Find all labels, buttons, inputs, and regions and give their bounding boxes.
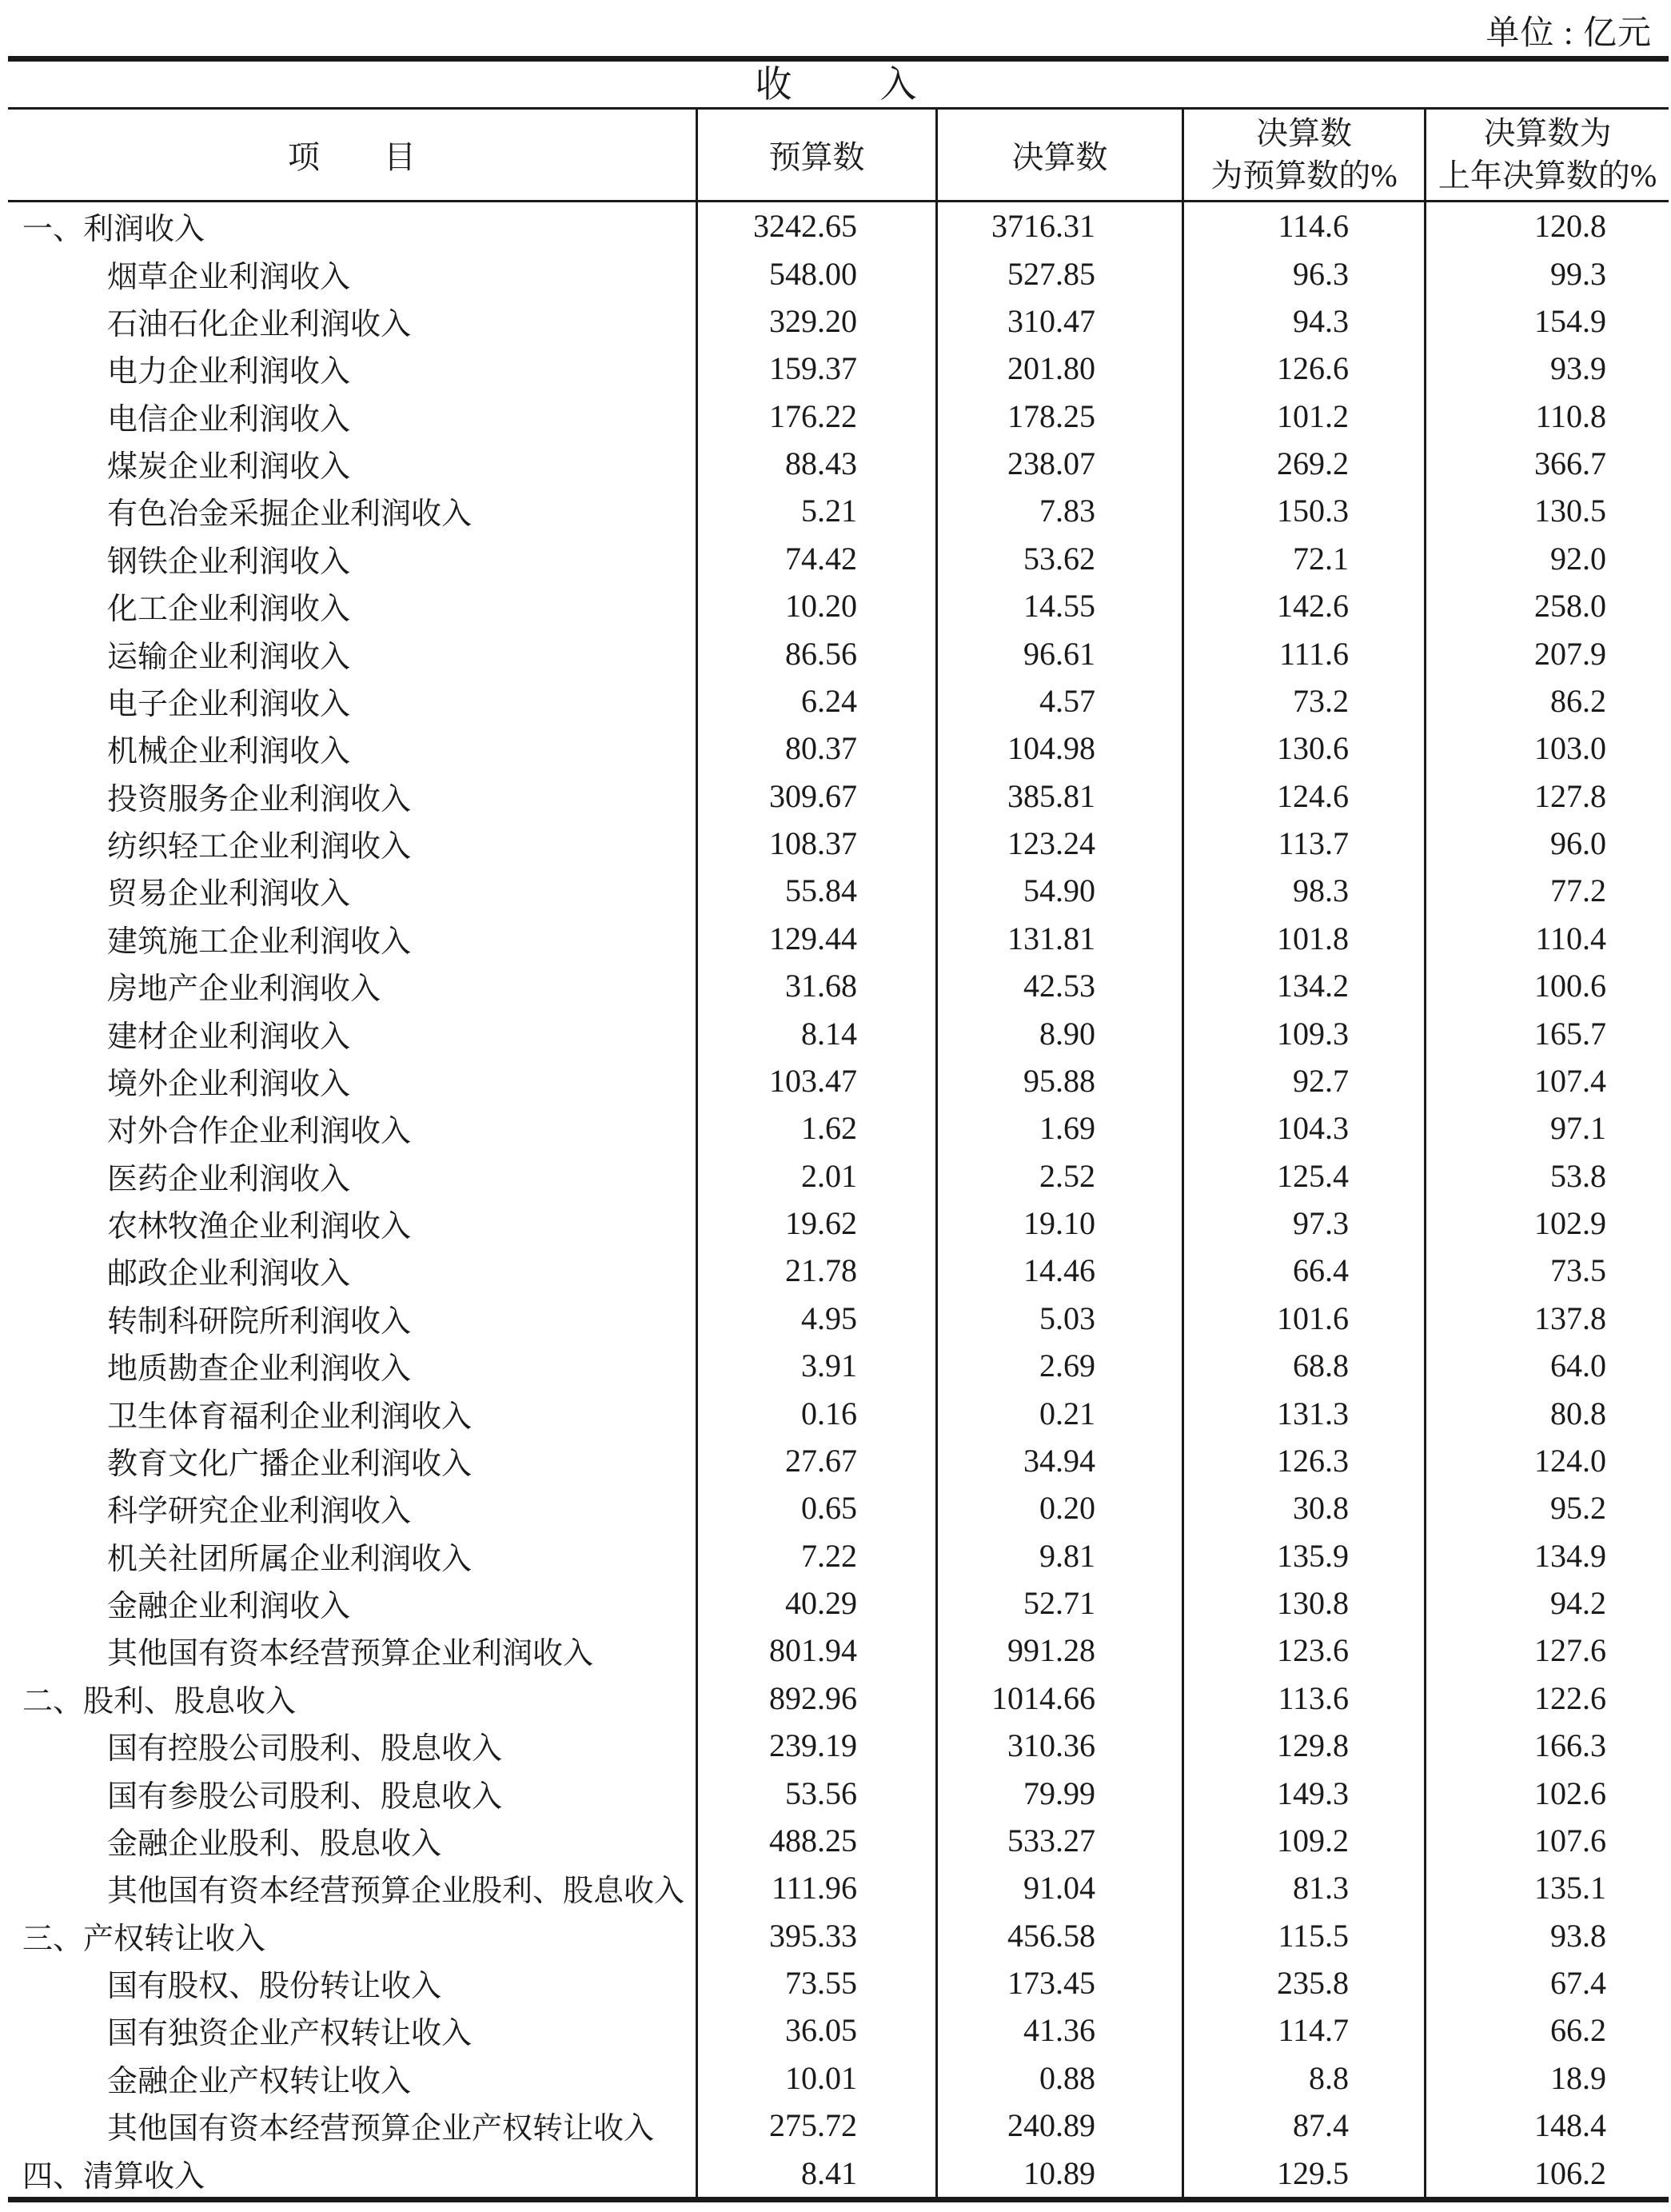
item-cell: 贸易企业利润收入	[107, 877, 351, 912]
budget-cell: 176.22	[696, 393, 935, 440]
bottom-rule	[8, 2197, 1669, 2202]
item-cell: 机关社团所属企业利润收入	[107, 1542, 473, 1576]
unit-label: 单位 : 亿元	[1486, 15, 1652, 52]
budget-cell: 73.55	[696, 1959, 935, 2006]
table-row	[8, 487, 1669, 534]
table-row	[8, 1675, 1669, 1722]
item-cell: 国有独资企业产权转让收入	[107, 2017, 473, 2051]
item-cell: 机械企业利润收入	[107, 735, 351, 769]
budget-cell: 108.37	[696, 820, 935, 867]
pct-of-prev-year-cell: 53.8	[1424, 1152, 1669, 1200]
pct-of-budget-cell: 150.3	[1182, 487, 1424, 534]
final-cell: 240.89	[935, 2102, 1182, 2149]
pct-of-prev-year-cell: 124.0	[1424, 1437, 1669, 1484]
budget-cell: 53.56	[696, 1769, 935, 1816]
item-cell: 金融企业利润收入	[107, 1590, 351, 1624]
pct-of-prev-year-cell: 80.8	[1424, 1389, 1669, 1436]
pct-of-budget-cell: 81.3	[1182, 1864, 1424, 1911]
pct-of-prev-year-cell: 148.4	[1424, 2102, 1669, 2149]
item-cell: 国有股权、股份转让收入	[107, 1970, 442, 2004]
pct-of-budget-cell: 113.7	[1182, 820, 1424, 867]
table-row	[8, 1247, 1669, 1294]
budget-cell: 36.05	[696, 2006, 935, 2054]
pct-of-prev-year-cell: 135.1	[1424, 1864, 1669, 1911]
table-row	[8, 1579, 1669, 1627]
pct-of-budget-cell: 113.6	[1182, 1675, 1424, 1722]
item-cell: 卫生体育福利企业利润收入	[107, 1399, 473, 1434]
budget-cell: 3.91	[696, 1342, 935, 1389]
final-cell: 5.03	[935, 1295, 1182, 1342]
final-cell: 201.80	[935, 345, 1182, 392]
budget-cell: 1.62	[696, 1104, 935, 1152]
final-cell: 8.90	[935, 1009, 1182, 1056]
pct-of-prev-year-cell: 77.2	[1424, 867, 1669, 914]
pct-of-prev-year-cell: 154.9	[1424, 297, 1669, 345]
table-row	[8, 250, 1669, 297]
pct-of-prev-year-cell: 99.3	[1424, 250, 1669, 297]
table-row	[8, 1484, 1669, 1531]
pct-of-prev-year-cell: 366.7	[1424, 440, 1669, 487]
top-rule	[8, 56, 1669, 62]
table-row	[8, 1104, 1669, 1152]
pct-of-prev-year-cell: 166.3	[1424, 1722, 1669, 1769]
budget-cell: 80.37	[696, 725, 935, 772]
budget-cell: 2.01	[696, 1152, 935, 1200]
budget-cell: 0.65	[696, 1484, 935, 1531]
budget-cell: 801.94	[696, 1627, 935, 1674]
item-cell: 其他国有资本经营预算企业利润收入	[107, 1637, 594, 1671]
pct-of-budget-cell: 30.8	[1182, 1484, 1424, 1531]
pct-of-budget-cell: 104.3	[1182, 1104, 1424, 1152]
table-header	[8, 110, 1669, 202]
budget-cell: 309.67	[696, 773, 935, 820]
item-cell: 纺织轻工企业利润收入	[107, 830, 412, 864]
budget-cell: 27.67	[696, 1437, 935, 1484]
pct-of-prev-year-cell: 106.2	[1424, 2149, 1669, 2196]
item-cell: 建筑施工企业利润收入	[107, 924, 412, 959]
final-cell: 2.69	[935, 1342, 1182, 1389]
table-row	[8, 962, 1669, 1009]
table-row	[8, 1009, 1669, 1056]
budget-cell: 88.43	[696, 440, 935, 487]
pct-of-budget-cell: 94.3	[1182, 297, 1424, 345]
budget-cell: 40.29	[696, 1579, 935, 1627]
final-cell: 10.89	[935, 2149, 1182, 2196]
table-row	[8, 297, 1669, 345]
col-header-pct-of-prev-year-line2: 上年决算数的%	[1438, 157, 1657, 194]
item-cell: 转制科研院所利润收入	[107, 1304, 412, 1339]
table-row	[8, 202, 1669, 250]
final-cell: 14.55	[935, 582, 1182, 629]
budget-cell: 5.21	[696, 487, 935, 534]
pct-of-budget-cell: 124.6	[1182, 773, 1424, 820]
pct-of-prev-year-cell: 94.2	[1424, 1579, 1669, 1627]
item-cell: 运输企业利润收入	[107, 640, 351, 674]
final-cell: 527.85	[935, 250, 1182, 297]
item-cell: 医药企业利润收入	[107, 1162, 351, 1196]
pct-of-budget-cell: 109.2	[1182, 1817, 1424, 1864]
pct-of-prev-year-cell: 66.2	[1424, 2006, 1669, 2054]
pct-of-budget-cell: 129.5	[1182, 2149, 1424, 2196]
final-cell: 991.28	[935, 1627, 1182, 1674]
item-cell: 四、清算收入	[22, 2159, 205, 2194]
table-row	[8, 1295, 1669, 1342]
final-cell: 131.81	[935, 915, 1182, 962]
pct-of-budget-cell: 101.8	[1182, 915, 1424, 962]
pct-of-prev-year-cell: 100.6	[1424, 962, 1669, 1009]
final-cell: 54.90	[935, 867, 1182, 914]
item-cell: 烟草企业利润收入	[107, 260, 351, 294]
pct-of-budget-cell: 125.4	[1182, 1152, 1424, 1200]
pct-of-budget-cell: 115.5	[1182, 1912, 1424, 1959]
item-cell: 二、股利、股息收入	[22, 1684, 297, 1719]
header-row	[8, 110, 1669, 202]
item-cell: 教育文化广播企业利润收入	[107, 1447, 473, 1481]
pct-of-budget-cell: 111.6	[1182, 629, 1424, 677]
col-header-pct-of-prev-year	[1424, 110, 1669, 202]
pct-of-budget-cell: 114.7	[1182, 2006, 1424, 2054]
pct-of-budget-cell: 96.3	[1182, 250, 1424, 297]
table-row	[8, 393, 1669, 440]
table-row	[8, 1200, 1669, 1247]
pct-of-budget-cell: 73.2	[1182, 677, 1424, 725]
budget-cell: 8.14	[696, 1009, 935, 1056]
col-header-final: 决算数	[935, 110, 1182, 202]
pct-of-prev-year-cell: 97.1	[1424, 1104, 1669, 1152]
pct-of-prev-year-cell: 110.4	[1424, 915, 1669, 962]
final-cell: 1.69	[935, 1104, 1182, 1152]
col-header-pct-of-budget-line1: 决算数	[1256, 114, 1352, 151]
pct-of-prev-year-cell: 102.9	[1424, 1200, 1669, 1247]
item-cell: 有色冶金采掘企业利润收入	[107, 497, 473, 532]
item-cell: 房地产企业利润收入	[107, 972, 381, 1007]
final-cell: 0.21	[935, 1389, 1182, 1436]
pct-of-budget-cell: 68.8	[1182, 1342, 1424, 1389]
budget-cell: 6.24	[696, 677, 935, 725]
pct-of-budget-cell: 135.9	[1182, 1532, 1424, 1579]
table-row	[8, 773, 1669, 820]
pct-of-prev-year-cell: 258.0	[1424, 582, 1669, 629]
item-cell: 化工企业利润收入	[107, 593, 351, 627]
final-cell: 310.47	[935, 297, 1182, 345]
pct-of-budget-cell: 126.6	[1182, 345, 1424, 392]
income-table	[8, 110, 1669, 2197]
final-cell: 178.25	[935, 393, 1182, 440]
budget-cell: 86.56	[696, 629, 935, 677]
col-header-pct-of-budget-line2: 为预算数的%	[1210, 157, 1398, 194]
pct-of-budget-cell: 235.8	[1182, 1959, 1424, 2006]
pct-of-prev-year-cell: 93.9	[1424, 345, 1669, 392]
budget-cell: 55.84	[696, 867, 935, 914]
final-cell: 53.62	[935, 535, 1182, 582]
item-cell: 煤炭企业利润收入	[107, 450, 351, 485]
pct-of-prev-year-cell: 95.2	[1424, 1484, 1669, 1531]
final-cell: 2.52	[935, 1152, 1182, 1200]
pct-of-budget-cell: 101.6	[1182, 1295, 1424, 1342]
budget-cell: 0.16	[696, 1389, 935, 1436]
pct-of-budget-cell: 149.3	[1182, 1769, 1424, 1816]
item-cell: 国有参股公司股利、股息收入	[107, 1779, 503, 1814]
table-row	[8, 440, 1669, 487]
budget-cell: 19.62	[696, 1200, 935, 1247]
budget-cell: 239.19	[696, 1722, 935, 1769]
pct-of-prev-year-cell: 120.8	[1424, 202, 1669, 250]
table-row	[8, 1389, 1669, 1436]
pct-of-budget-cell: 109.3	[1182, 1009, 1424, 1056]
table-row	[8, 2149, 1669, 2196]
final-cell: 456.58	[935, 1912, 1182, 1959]
item-cell: 建材企业利润收入	[107, 1020, 351, 1054]
final-cell: 95.88	[935, 1057, 1182, 1104]
pct-of-prev-year-cell: 207.9	[1424, 629, 1669, 677]
pct-of-prev-year-cell: 127.6	[1424, 1627, 1669, 1674]
budget-cell: 10.01	[696, 2054, 935, 2102]
item-cell: 科学研究企业利润收入	[107, 1495, 412, 1529]
budget-cell: 4.95	[696, 1295, 935, 1342]
final-cell: 14.46	[935, 1247, 1182, 1294]
pct-of-prev-year-cell: 110.8	[1424, 393, 1669, 440]
final-cell: 1014.66	[935, 1675, 1182, 1722]
table-row	[8, 345, 1669, 392]
pct-of-prev-year-cell: 107.4	[1424, 1057, 1669, 1104]
final-cell: 52.71	[935, 1579, 1182, 1627]
budget-cell: 329.20	[696, 297, 935, 345]
pct-of-prev-year-cell: 18.9	[1424, 2054, 1669, 2102]
table-row	[8, 535, 1669, 582]
table-row	[8, 2054, 1669, 2102]
section-title: 收 入	[8, 62, 1669, 110]
table-row	[8, 2102, 1669, 2149]
item-cell: 一、利润收入	[22, 213, 205, 247]
table-row	[8, 677, 1669, 725]
final-cell: 42.53	[935, 962, 1182, 1009]
pct-of-budget-cell: 134.2	[1182, 962, 1424, 1009]
table-row	[8, 1722, 1669, 1769]
budget-cell: 31.68	[696, 962, 935, 1009]
budget-cell: 159.37	[696, 345, 935, 392]
table-sheet	[8, 56, 1669, 2202]
final-cell: 104.98	[935, 725, 1182, 772]
col-header-pct-of-prev-year-line1: 决算数为	[1483, 114, 1612, 151]
table-row	[8, 629, 1669, 677]
pct-of-budget-cell: 130.6	[1182, 725, 1424, 772]
item-cell: 其他国有资本经营预算企业股利、股息收入	[107, 1875, 685, 1909]
final-cell: 41.36	[935, 2006, 1182, 2054]
pct-of-prev-year-cell: 127.8	[1424, 773, 1669, 820]
pct-of-prev-year-cell: 93.8	[1424, 1912, 1669, 1959]
item-cell: 石油石化企业利润收入	[107, 307, 412, 341]
table-row	[8, 1532, 1669, 1579]
final-cell: 4.57	[935, 677, 1182, 725]
pct-of-prev-year-cell: 92.0	[1424, 535, 1669, 582]
table-body	[8, 202, 1669, 2197]
table-row	[8, 1342, 1669, 1389]
final-cell: 91.04	[935, 1864, 1182, 1911]
final-cell: 34.94	[935, 1437, 1182, 1484]
final-cell: 79.99	[935, 1769, 1182, 1816]
final-cell: 310.36	[935, 1722, 1182, 1769]
budget-cell: 275.72	[696, 2102, 935, 2149]
budget-cell: 111.96	[696, 1864, 935, 1911]
item-cell: 投资服务企业利润收入	[107, 782, 412, 817]
pct-of-budget-cell: 87.4	[1182, 2102, 1424, 2149]
col-header-pct-of-budget	[1182, 110, 1424, 202]
pct-of-prev-year-cell: 137.8	[1424, 1295, 1669, 1342]
pct-of-prev-year-cell: 73.5	[1424, 1247, 1669, 1294]
table-row	[8, 725, 1669, 772]
table-row	[8, 1769, 1669, 1816]
item-cell: 邮政企业利润收入	[107, 1257, 351, 1292]
pct-of-budget-cell: 98.3	[1182, 867, 1424, 914]
pct-of-prev-year-cell: 64.0	[1424, 1342, 1669, 1389]
budget-cell: 103.47	[696, 1057, 935, 1104]
item-cell: 其他国有资本经营预算企业产权转让收入	[107, 2112, 655, 2146]
table-row	[8, 867, 1669, 914]
pct-of-budget-cell: 269.2	[1182, 440, 1424, 487]
budget-cell: 892.96	[696, 1675, 935, 1722]
pct-of-budget-cell: 130.8	[1182, 1579, 1424, 1627]
final-cell: 19.10	[935, 1200, 1182, 1247]
item-cell: 电信企业利润收入	[107, 402, 351, 437]
pct-of-prev-year-cell: 130.5	[1424, 487, 1669, 534]
final-cell: 385.81	[935, 773, 1182, 820]
table-row	[8, 1057, 1669, 1104]
pct-of-prev-year-cell: 86.2	[1424, 677, 1669, 725]
pct-of-prev-year-cell: 67.4	[1424, 1959, 1669, 2006]
final-cell: 9.81	[935, 1532, 1182, 1579]
pct-of-budget-cell: 123.6	[1182, 1627, 1424, 1674]
item-cell: 电力企业利润收入	[107, 355, 351, 389]
item-cell: 境外企业利润收入	[107, 1067, 351, 1101]
budget-cell: 395.33	[696, 1912, 935, 1959]
table-row	[8, 1864, 1669, 1911]
item-cell: 电子企业利润收入	[107, 687, 351, 721]
pct-of-budget-cell: 126.3	[1182, 1437, 1424, 1484]
budget-cell: 21.78	[696, 1247, 935, 1294]
pct-of-prev-year-cell: 122.6	[1424, 1675, 1669, 1722]
pct-of-budget-cell: 101.2	[1182, 393, 1424, 440]
final-cell: 3716.31	[935, 202, 1182, 250]
pct-of-budget-cell: 129.8	[1182, 1722, 1424, 1769]
table-row	[8, 1912, 1669, 1959]
final-cell: 173.45	[935, 1959, 1182, 2006]
table-row	[8, 820, 1669, 867]
final-cell: 123.24	[935, 820, 1182, 867]
budget-cell: 7.22	[696, 1532, 935, 1579]
final-cell: 533.27	[935, 1817, 1182, 1864]
col-header-item: 项 目	[8, 110, 696, 202]
table-row	[8, 1437, 1669, 1484]
item-cell: 农林牧渔企业利润收入	[107, 1210, 412, 1244]
item-cell: 国有控股公司股利、股息收入	[107, 1732, 503, 1767]
final-cell: 96.61	[935, 629, 1182, 677]
budget-cell: 129.44	[696, 915, 935, 962]
pct-of-budget-cell: 131.3	[1182, 1389, 1424, 1436]
budget-cell: 8.41	[696, 2149, 935, 2196]
pct-of-prev-year-cell: 96.0	[1424, 820, 1669, 867]
pct-of-budget-cell: 97.3	[1182, 1200, 1424, 1247]
budget-cell: 74.42	[696, 535, 935, 582]
pct-of-budget-cell: 66.4	[1182, 1247, 1424, 1294]
item-cell: 对外合作企业利润收入	[107, 1115, 412, 1149]
table-row	[8, 1817, 1669, 1864]
budget-cell: 488.25	[696, 1817, 935, 1864]
pct-of-budget-cell: 142.6	[1182, 582, 1424, 629]
final-cell: 0.88	[935, 2054, 1182, 2102]
item-cell: 钢铁企业利润收入	[107, 545, 351, 579]
pct-of-prev-year-cell: 165.7	[1424, 1009, 1669, 1056]
final-cell: 238.07	[935, 440, 1182, 487]
pct-of-prev-year-cell: 102.6	[1424, 1769, 1669, 1816]
col-header-budget: 预算数	[696, 110, 935, 202]
final-cell: 0.20	[935, 1484, 1182, 1531]
table-row	[8, 1627, 1669, 1674]
pct-of-prev-year-cell: 107.6	[1424, 1817, 1669, 1864]
table-row	[8, 1959, 1669, 2006]
table-row	[8, 2006, 1669, 2054]
pct-of-prev-year-cell: 103.0	[1424, 725, 1669, 772]
budget-cell: 3242.65	[696, 202, 935, 250]
pct-of-budget-cell: 72.1	[1182, 535, 1424, 582]
final-cell: 7.83	[935, 487, 1182, 534]
pct-of-budget-cell: 114.6	[1182, 202, 1424, 250]
item-cell: 金融企业产权转让收入	[107, 2064, 412, 2098]
pct-of-prev-year-cell: 134.9	[1424, 1532, 1669, 1579]
budget-cell: 10.20	[696, 582, 935, 629]
pct-of-budget-cell: 92.7	[1182, 1057, 1424, 1104]
item-cell: 三、产权转让收入	[22, 1922, 266, 1956]
budget-cell: 548.00	[696, 250, 935, 297]
pct-of-budget-cell: 8.8	[1182, 2054, 1424, 2102]
table-row	[8, 915, 1669, 962]
table-row	[8, 582, 1669, 629]
item-cell: 地质勘查企业利润收入	[107, 1352, 412, 1387]
item-cell: 金融企业股利、股息收入	[107, 1827, 442, 1861]
table-row	[8, 1152, 1669, 1200]
